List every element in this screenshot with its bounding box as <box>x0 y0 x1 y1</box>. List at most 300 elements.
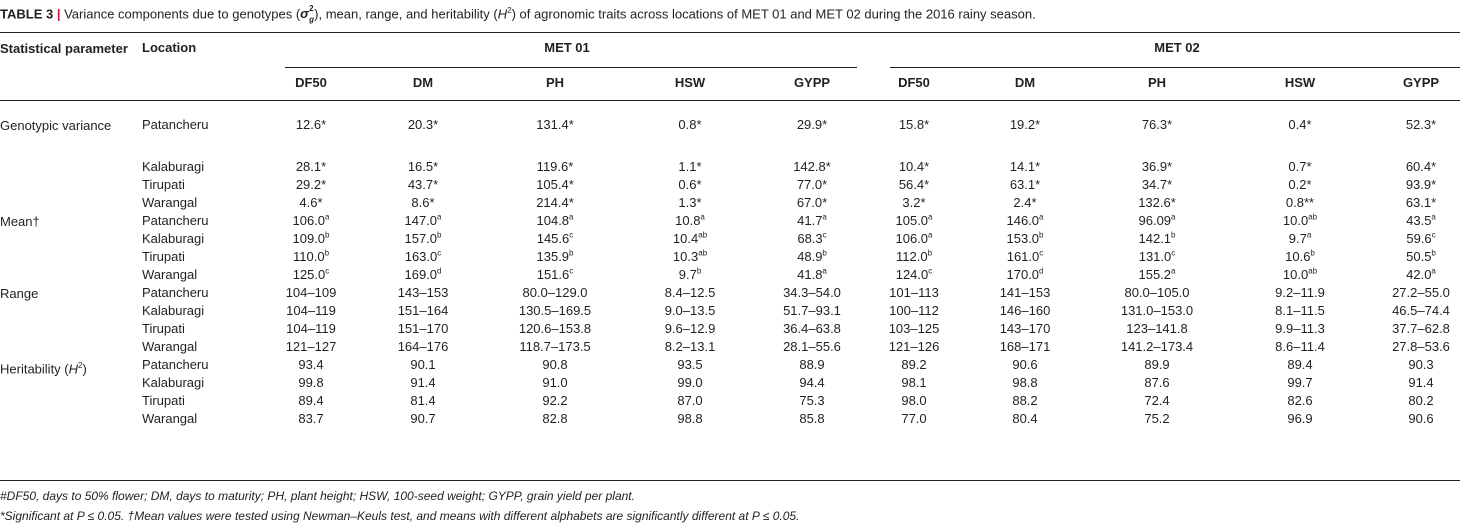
value-number: 104.8 <box>536 213 570 228</box>
value-number: 105.4* <box>536 177 574 192</box>
trait-header-9: GYPP <box>1402 75 1440 90</box>
value-number: 8.6–11.4 <box>1275 339 1325 354</box>
value-number: 87.0 <box>677 393 703 408</box>
trait-header-7: PH <box>1147 75 1167 90</box>
value-number: 10.0 <box>1282 267 1309 282</box>
value-cell <box>799 393 824 409</box>
value-number: 37.7–62.8 <box>1392 321 1450 336</box>
value-cell <box>678 195 701 211</box>
value-number: 132.6* <box>1138 195 1176 210</box>
value-number: 93.5 <box>677 357 703 372</box>
value-cell <box>899 117 929 133</box>
value-number: 10.0 <box>1282 213 1309 228</box>
significance-letter: c <box>1039 248 1044 258</box>
value-number: 88.2 <box>1012 393 1038 408</box>
value-cell <box>1289 231 1312 247</box>
value-cell <box>889 285 939 301</box>
value-number: 43.7* <box>407 177 439 192</box>
significance-letter: b <box>324 248 330 258</box>
value-cell <box>1000 303 1051 319</box>
value-number: 98.1 <box>901 375 927 390</box>
section-label-text: Mean† <box>0 214 40 229</box>
value-cell <box>783 285 841 301</box>
value-number: 88.9 <box>799 357 825 372</box>
value-cell <box>783 303 841 319</box>
significance-letter: b <box>1171 230 1176 240</box>
trait-header-1: DM <box>412 75 434 90</box>
trait-header-2: PH <box>545 75 565 90</box>
value-number: 10.6 <box>1285 249 1311 264</box>
met01-underline <box>285 67 857 68</box>
value-number: 42.0 <box>1406 267 1432 282</box>
significance-letter: a <box>569 212 574 222</box>
value-number: 10.8 <box>675 213 701 228</box>
value-number: 91.0 <box>542 375 568 390</box>
value-number: 135.9 <box>536 249 570 264</box>
value-number: 151–164 <box>397 303 449 318</box>
value-number: 72.4 <box>1144 393 1170 408</box>
value-number: 83.7 <box>298 411 324 426</box>
value-number: 9.0–13.5 <box>664 303 716 318</box>
footnote-abbreviations: #DF50, days to 50% flower; DM, days to maturity; PH, plant height; HSW, 100-seed weight; GYPP, grain yield per plant. <box>0 489 635 503</box>
value-number: 145.6 <box>536 231 570 246</box>
value-number: 20.3* <box>407 117 439 132</box>
value-cell <box>299 195 322 211</box>
value-cell <box>797 195 827 211</box>
value-number: 16.5* <box>407 159 439 174</box>
value-number: 28.1–55.6 <box>783 339 841 354</box>
value-number: 93.9* <box>1405 177 1437 192</box>
significance-letter: c <box>928 266 933 276</box>
value-cell <box>797 177 827 193</box>
value-cell <box>293 213 330 229</box>
value-cell <box>536 117 574 133</box>
significance-letter: b <box>325 230 330 240</box>
value-cell <box>1406 195 1436 211</box>
value-number: 1.3* <box>678 195 702 210</box>
value-number: 123–141.8 <box>1126 321 1188 336</box>
value-cell <box>1007 231 1044 247</box>
value-cell <box>408 117 438 133</box>
value-cell <box>1275 339 1325 355</box>
significance-letter: a <box>1431 266 1436 276</box>
sigma-glyph: σ <box>300 6 309 22</box>
trait-header-0: DF50 <box>295 75 327 90</box>
value-number: 36.4–63.8 <box>783 321 841 336</box>
value-cell <box>1144 357 1169 373</box>
value-number: 119.6* <box>536 159 574 174</box>
value-cell <box>298 357 323 373</box>
value-number: 0.6* <box>678 177 702 192</box>
value-cell <box>1283 267 1317 283</box>
value-number: 164–176 <box>397 339 449 354</box>
significance-letter: a <box>1431 212 1436 222</box>
value-number: 34.7* <box>1141 177 1173 192</box>
value-number: 131.0–153.0 <box>1120 303 1194 318</box>
value-cell <box>522 285 587 301</box>
value-cell <box>1406 267 1436 283</box>
value-number: 9.9–11.3 <box>1275 321 1325 336</box>
value-cell <box>408 159 438 175</box>
value-cell <box>799 411 824 427</box>
section-label-0 <box>0 117 130 134</box>
value-number: 89.4 <box>298 393 324 408</box>
header-met02: MET 02 <box>1154 40 1200 55</box>
value-cell <box>1392 321 1450 337</box>
value-number: 161.0 <box>1006 249 1040 264</box>
section-label-3 <box>0 357 130 377</box>
location-cell: Patancheru <box>142 285 209 300</box>
value-cell <box>797 117 827 133</box>
value-cell <box>405 231 442 247</box>
header-bottom-rule <box>0 100 1460 101</box>
value-cell <box>899 177 929 193</box>
value-cell <box>1000 339 1051 355</box>
value-number: 29.9* <box>796 117 828 132</box>
value-number: 75.3 <box>799 393 825 408</box>
value-cell <box>1288 117 1311 133</box>
value-number: 43.5 <box>1406 213 1432 228</box>
value-number: 46.5–74.4 <box>1392 303 1450 318</box>
value-cell <box>1007 213 1044 229</box>
value-cell <box>537 231 574 247</box>
value-cell <box>1010 177 1040 193</box>
sigma-subscript: g <box>309 15 315 25</box>
value-cell <box>537 213 574 229</box>
value-cell <box>293 231 330 247</box>
value-number: 168–171 <box>999 339 1051 354</box>
bottom-rule <box>0 480 1460 481</box>
value-cell <box>1287 375 1312 391</box>
value-number: 4.6* <box>299 195 323 210</box>
value-cell <box>1144 411 1169 427</box>
significance-letter: b <box>1039 230 1044 240</box>
value-cell <box>889 303 939 319</box>
value-cell <box>1142 159 1172 175</box>
location-cell: Kalaburagi <box>142 375 205 390</box>
value-cell <box>665 285 716 301</box>
value-cell <box>679 267 702 283</box>
value-cell <box>678 117 701 133</box>
value-number: 80.4 <box>1012 411 1038 426</box>
value-number: 143–153 <box>397 285 449 300</box>
value-cell <box>1287 357 1312 373</box>
significance-letter: b <box>569 248 574 258</box>
caption-h-superscript: 2 <box>507 6 512 15</box>
value-cell <box>1406 231 1435 247</box>
value-cell <box>405 249 442 265</box>
value-cell <box>1012 375 1037 391</box>
value-cell <box>1287 393 1312 409</box>
value-cell <box>896 213 933 229</box>
value-number: 0.2* <box>1288 177 1312 192</box>
significance-letter: c <box>1431 230 1436 240</box>
value-cell <box>901 375 926 391</box>
value-number: 99.7 <box>1287 375 1313 390</box>
value-cell <box>542 411 567 427</box>
value-cell <box>298 411 323 427</box>
significance-letter: ab <box>698 248 708 258</box>
value-cell <box>519 303 591 319</box>
value-cell <box>519 339 590 355</box>
value-number: 153.0 <box>1006 231 1040 246</box>
value-cell <box>1288 159 1311 175</box>
header-location: Location <box>142 40 197 55</box>
value-cell <box>286 303 336 319</box>
value-number: 1.1* <box>678 159 702 174</box>
value-number: 9.6–12.9 <box>664 321 716 336</box>
value-cell <box>1408 375 1433 391</box>
significance-letter: b <box>1310 248 1315 258</box>
sigma-superscript: 2 <box>309 4 314 14</box>
value-cell <box>1406 159 1436 175</box>
value-cell <box>1139 249 1176 265</box>
value-number: 36.9* <box>1141 159 1173 174</box>
value-cell <box>410 375 435 391</box>
top-rule <box>0 32 1460 33</box>
significance-letter: a <box>928 230 933 240</box>
significance-letter: c <box>325 266 330 276</box>
value-number: 118.7–173.5 <box>519 339 591 354</box>
value-number: 80.0–129.0 <box>522 285 588 300</box>
value-cell <box>1007 267 1044 283</box>
value-number: 52.3* <box>1405 117 1437 132</box>
value-cell <box>1144 393 1169 409</box>
value-cell <box>665 339 716 355</box>
value-cell <box>889 339 940 355</box>
value-number: 130.5–169.5 <box>518 303 592 318</box>
value-number: 8.6* <box>411 195 435 210</box>
value-number: 112.0 <box>895 249 928 264</box>
significance-letter: ab <box>1308 212 1318 222</box>
value-cell <box>1392 285 1450 301</box>
value-cell <box>673 231 707 247</box>
value-cell <box>1408 357 1433 373</box>
value-cell <box>1139 267 1176 283</box>
value-number: 34.3–54.0 <box>783 285 841 300</box>
value-number: 68.3 <box>797 231 823 246</box>
value-number: 98.0 <box>901 393 927 408</box>
sigma-symbol <box>300 4 315 25</box>
significance-letter: a <box>437 212 442 222</box>
footnote-significance: *Significant at P ≤ 0.05. †Mean values were tested using Newman–Keuls test, and means with different alphabets are significantly different at P ≤ 0.05. <box>0 509 800 523</box>
value-cell <box>1012 393 1037 409</box>
value-number: 0.4* <box>1288 117 1312 132</box>
table-label: TABLE 3 <box>0 6 54 22</box>
value-cell <box>1408 411 1433 427</box>
value-cell <box>411 195 434 211</box>
value-cell <box>677 393 702 409</box>
value-cell <box>1139 213 1176 229</box>
value-number: 41.8 <box>797 267 823 282</box>
value-cell <box>410 411 435 427</box>
value-cell <box>1283 213 1317 229</box>
value-cell <box>1392 339 1450 355</box>
value-number: 82.8 <box>542 411 568 426</box>
value-cell <box>797 213 827 229</box>
value-number: 82.6 <box>1287 393 1313 408</box>
value-cell <box>1144 375 1169 391</box>
value-number: 56.4* <box>898 177 930 192</box>
value-cell <box>410 357 435 373</box>
section-label-text: Range <box>0 286 39 301</box>
value-cell <box>1275 285 1325 301</box>
value-number: 8.4–12.5 <box>664 285 716 300</box>
value-cell <box>1275 303 1325 319</box>
value-cell <box>1000 321 1051 337</box>
value-number: 81.4 <box>410 393 436 408</box>
location-cell: Tirupati <box>142 177 185 192</box>
value-cell <box>793 159 831 175</box>
value-cell <box>901 357 926 373</box>
significance-letter: c <box>437 248 442 258</box>
value-number: 105.0 <box>895 213 929 228</box>
value-cell <box>398 321 449 337</box>
value-number: 27.8–53.6 <box>1392 339 1450 354</box>
value-cell <box>1287 411 1312 427</box>
value-number: 9.2–11.9 <box>1275 285 1325 300</box>
significance-letter: c <box>822 230 827 240</box>
value-number: 214.4* <box>536 195 574 210</box>
value-number: 9.7 <box>678 267 697 282</box>
value-number: 90.6 <box>1408 411 1434 426</box>
value-cell <box>901 393 926 409</box>
value-cell <box>398 285 449 301</box>
value-cell <box>298 393 323 409</box>
significance-letter: a <box>1171 266 1176 276</box>
value-number: 163.0 <box>404 249 438 264</box>
value-number: 41.7 <box>797 213 823 228</box>
value-cell <box>1013 195 1036 211</box>
value-cell <box>896 231 933 247</box>
value-cell <box>1142 117 1172 133</box>
value-cell <box>1286 195 1314 211</box>
value-cell <box>408 177 438 193</box>
significance-letter: ab <box>1308 266 1318 276</box>
value-cell <box>902 195 925 211</box>
value-cell <box>1124 285 1189 301</box>
value-number: 104–109 <box>285 285 337 300</box>
significance-letter: a <box>822 212 827 222</box>
caption-text-2: ), mean, range, and heritability ( <box>314 6 498 22</box>
value-number: 8.2–13.1 <box>664 339 716 354</box>
location-cell: Tirupati <box>142 321 185 336</box>
significance-letter: b <box>437 230 442 240</box>
value-number: 109.0 <box>292 231 326 246</box>
value-cell <box>901 411 926 427</box>
value-number: 147.0 <box>404 213 438 228</box>
section-label-superscript: 2 <box>78 361 83 370</box>
value-cell <box>410 393 435 409</box>
value-number: 80.2 <box>1408 393 1434 408</box>
value-number: 106.0 <box>895 231 929 246</box>
value-number: 77.0* <box>796 177 828 192</box>
value-number: 155.2 <box>1138 267 1172 282</box>
value-cell <box>1012 411 1037 427</box>
value-cell <box>542 375 567 391</box>
value-number: 131.4* <box>536 117 574 132</box>
value-cell <box>1275 321 1325 337</box>
met02-underline <box>890 67 1460 68</box>
value-cell <box>286 339 337 355</box>
trait-header-8: HSW <box>1284 75 1316 90</box>
value-number: 110.0 <box>292 249 325 264</box>
value-number: 170.0 <box>1006 267 1040 282</box>
significance-letter: c <box>569 230 574 240</box>
value-number: 157.0 <box>404 231 438 246</box>
value-number: 146.0 <box>1006 213 1040 228</box>
value-cell <box>1139 231 1176 247</box>
value-number: 99.0 <box>677 375 703 390</box>
value-number: 104–119 <box>286 303 336 318</box>
value-cell <box>677 375 702 391</box>
value-cell <box>398 339 449 355</box>
significance-letter: b <box>696 266 702 276</box>
value-number: 27.2–55.0 <box>1392 285 1450 300</box>
significance-letter: a <box>325 212 330 222</box>
value-number: 104–119 <box>286 321 336 336</box>
value-cell <box>899 159 929 175</box>
caption-separator: | <box>53 6 65 22</box>
trait-header-6: DM <box>1014 75 1036 90</box>
section-label-end: ) <box>82 361 87 377</box>
value-number: 169.0 <box>404 267 438 282</box>
value-number: 76.3* <box>1141 117 1173 132</box>
value-number: 89.2 <box>901 357 927 372</box>
value-cell <box>405 267 442 283</box>
significance-letter: a <box>1039 212 1044 222</box>
value-number: 91.4 <box>410 375 436 390</box>
value-cell <box>677 411 702 427</box>
value-number: 121–127 <box>285 339 337 354</box>
value-number: 63.1* <box>1009 177 1041 192</box>
value-number: 103–125 <box>888 321 940 336</box>
value-number: 90.8 <box>542 357 568 372</box>
location-cell: Warangal <box>142 411 198 426</box>
value-cell <box>286 321 336 337</box>
value-number: 96.9 <box>1287 411 1313 426</box>
value-cell <box>296 177 326 193</box>
value-cell <box>1012 357 1037 373</box>
value-cell <box>1408 393 1433 409</box>
significance-letter: b <box>822 248 827 258</box>
value-number: 3.2* <box>902 195 926 210</box>
value-cell <box>536 177 574 193</box>
value-cell <box>1126 321 1187 337</box>
value-number: 50.5 <box>1406 249 1432 264</box>
value-cell <box>537 159 574 175</box>
value-cell <box>665 303 716 319</box>
location-cell: Warangal <box>142 339 198 354</box>
value-number: 75.2 <box>1144 411 1170 426</box>
value-cell <box>293 267 330 283</box>
value-number: 131.0 <box>1138 249 1172 264</box>
value-number: 15.8* <box>898 117 930 132</box>
value-number: 63.1* <box>1405 195 1437 210</box>
value-cell <box>896 267 933 283</box>
location-cell: Warangal <box>142 195 198 210</box>
value-cell <box>1010 117 1040 133</box>
value-number: 101–113 <box>889 285 939 300</box>
value-cell <box>519 321 591 337</box>
value-cell <box>677 357 702 373</box>
value-cell <box>1406 213 1436 229</box>
value-cell <box>293 249 329 265</box>
value-number: 99.8 <box>298 375 324 390</box>
significance-letter: a <box>700 212 705 222</box>
header-statistical-parameter: Statistical parameter <box>0 41 128 56</box>
value-number: 141.2–173.4 <box>1120 339 1194 354</box>
